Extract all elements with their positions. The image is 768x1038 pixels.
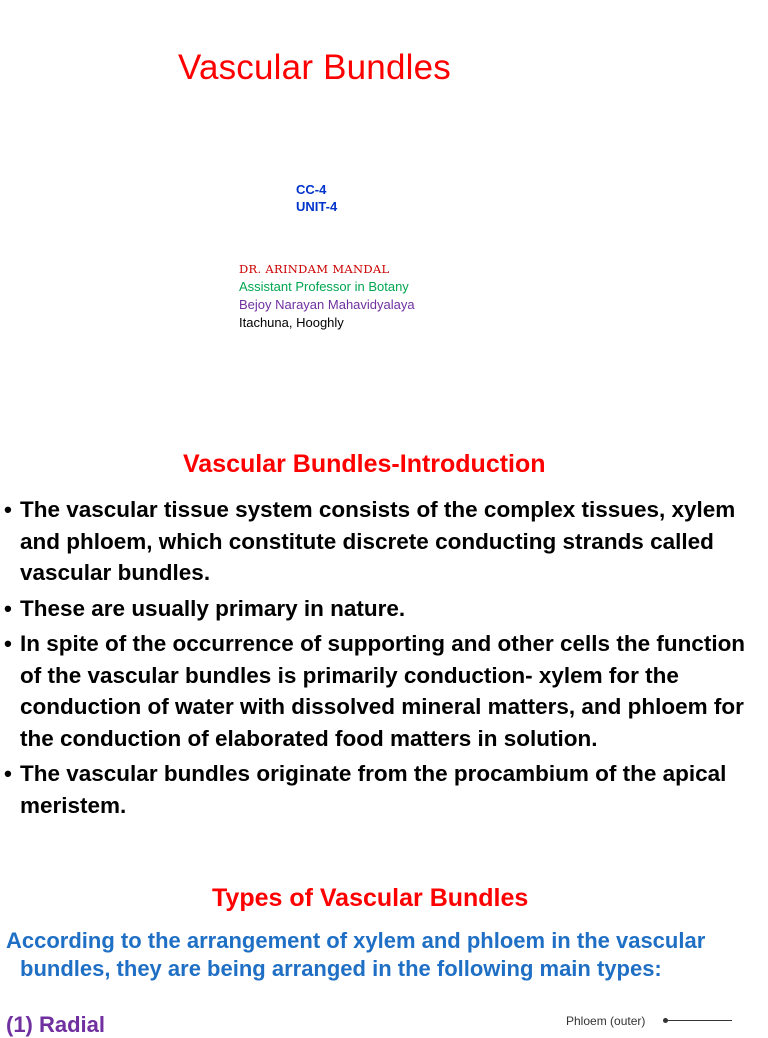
college-name: Bejoy Narayan Mahavidyalaya xyxy=(239,297,415,312)
bullet-text: The vascular bundles originate from the procambium of the apical meristem. xyxy=(20,761,727,818)
diagram-pointer-line xyxy=(666,1020,732,1021)
course-code: CC-4 xyxy=(296,182,327,197)
bullet-item xyxy=(0,593,768,625)
intro-title: Vascular Bundles-Introduction xyxy=(183,450,546,478)
author-block xyxy=(239,260,415,332)
author-name: DR. ARINDAM MANDAL xyxy=(239,262,390,276)
unit-label: UNIT-4 xyxy=(296,199,338,214)
bullet-text: These are usually primary in nature. xyxy=(20,595,406,621)
types-description-text: According to the arrangement of xylem and phloem in the vascular bundles, they are being arranged in the following main types: xyxy=(6,928,706,981)
main-title: Vascular Bundles xyxy=(178,48,451,87)
types-description xyxy=(6,927,746,982)
phloem-diagram-label: Phloem (outer) xyxy=(566,1014,646,1028)
bullet-icon: • xyxy=(4,595,12,621)
intro-bullet-list xyxy=(0,494,768,825)
bullet-item xyxy=(0,628,768,754)
college-location: Itachuna, Hooghly xyxy=(239,315,344,330)
bullet-text: In spite of the occurrence of supporting and other cells the function of the vascular bundles is primarily conduction- xylem for the conduction of water with dissolved mineral matters, and phloem for the conduction of elaborated food matters in solution. xyxy=(20,631,746,751)
bullet-item xyxy=(0,494,768,589)
first-type-label: (1) Radial xyxy=(6,1012,106,1037)
types-title: Types of Vascular Bundles xyxy=(212,884,529,912)
bullet-text: The vascular tissue system consists of the complex tissues, xylem and phloem, which constitute discrete conducting strands called vascular bundles. xyxy=(20,497,736,585)
bullet-icon: • xyxy=(4,497,12,522)
bullet-item xyxy=(0,758,768,821)
author-role: Assistant Professor in Botany xyxy=(239,279,409,294)
bullet-icon: • xyxy=(4,631,12,656)
course-info xyxy=(296,181,337,215)
bullet-icon: • xyxy=(4,761,12,786)
